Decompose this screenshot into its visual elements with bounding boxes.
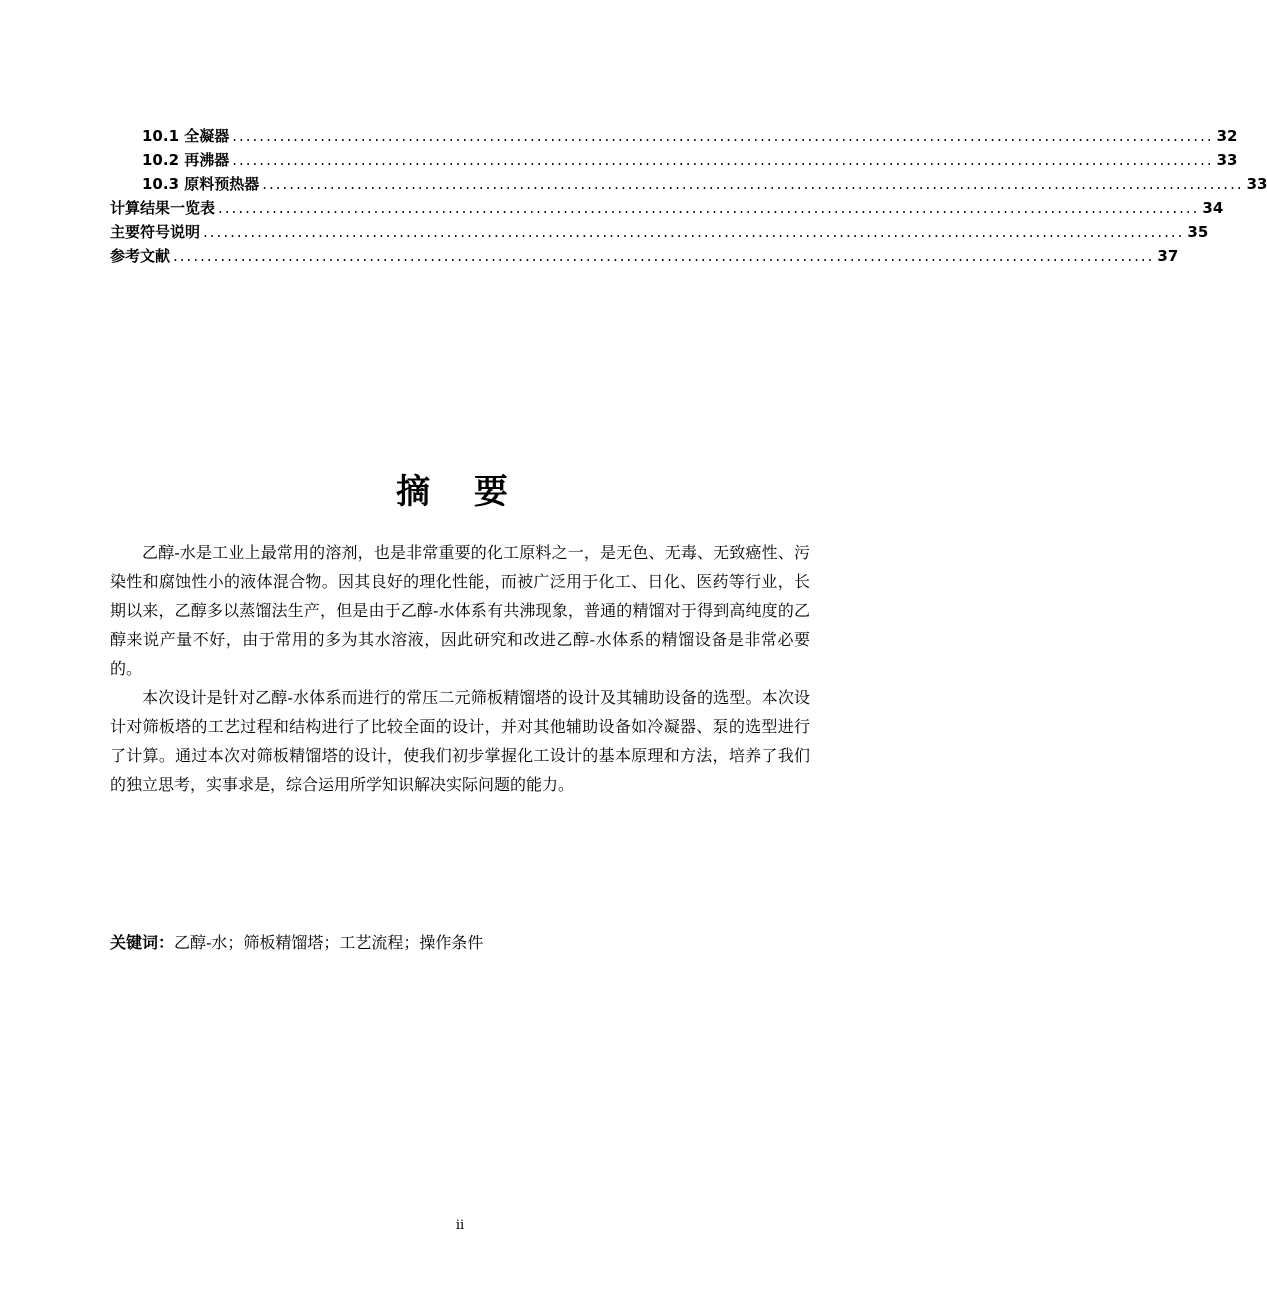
toc-entry-page: 34 — [1202, 199, 1224, 217]
table-of-contents — [110, 124, 1267, 268]
toc-leader-dots: ................................................................................................................................................. — [203, 223, 1185, 241]
abstract-paragraph: 本次设计是针对乙醇-水体系而进行的常压二元筛板精馏塔的设计及其辅助设备的选型。本次设计对筛板塔的工艺过程和结构进行了比较全面的设计，并对其他辅助设备如冷凝器、泵的选型进行了计算。通过本次对筛板精馏塔的设计，使我们初步掌握化工设计的基本原理和方法，培养了我们的独立思考，实事求是，综合运用所学知识解决实际问题的能力。 — [110, 688, 810, 794]
toc-entry-page: 32 — [1216, 127, 1238, 145]
keywords-text: 乙醇-水；筛板精馏塔；工艺流程；操作条件 — [174, 933, 484, 952]
toc-entry-label: 主要符号说明 — [110, 223, 201, 241]
toc-leader-dots: ................................................................................................................................................. — [232, 127, 1214, 145]
toc-entry-page: 33 — [1216, 151, 1238, 169]
toc-entry-page: 35 — [1187, 223, 1209, 241]
toc-entry[interactable] — [110, 220, 1209, 244]
toc-leader-dots: ................................................................................................................................................. — [218, 199, 1200, 217]
toc-entry-page: 37 — [1157, 247, 1179, 265]
toc-entry-page: 33 — [1246, 175, 1267, 193]
toc-entry[interactable] — [110, 172, 1267, 196]
toc-entry-label: 计算结果一览表 — [110, 199, 216, 217]
toc-leader-dots: ................................................................................................................................................. — [232, 151, 1214, 169]
page-number: ii — [455, 1218, 465, 1233]
toc-entry[interactable] — [110, 124, 1238, 148]
abstract-body — [110, 538, 810, 799]
toc-entry[interactable] — [110, 244, 1179, 268]
toc-entry[interactable] — [110, 196, 1224, 220]
toc-entry-label: 10.3 原料预热器 — [142, 175, 260, 193]
toc-entry-label: 参考文献 — [110, 247, 171, 265]
keywords-line — [110, 928, 810, 957]
toc-entry-label: 10.1 全凝器 — [142, 127, 230, 145]
toc-entry-label: 10.2 再沸器 — [142, 151, 230, 169]
abstract-paragraph: 乙醇-水是工业上最常用的溶剂，也是非常重要的化工原料之一，是无色、无毒、无致癌性、污染性和腐蚀性小的液体混合物。因其良好的理化性能，而被广泛用于化工、日化、医药等行业，长期以来，乙醇多以蒸馏法生产，但是由于乙醇-水体系有共沸现象，普通的精馏对于得到高纯度的乙醇来说产量不好，由于常用的多为其水溶液，因此研究和改进乙醇-水体系的精馏设备是非常必要的。 — [110, 543, 810, 678]
toc-leader-dots: ................................................................................................................................................. — [262, 175, 1244, 193]
toc-leader-dots: ................................................................................................................................................. — [173, 247, 1155, 265]
toc-entry[interactable] — [110, 148, 1238, 172]
abstract-title: 摘 要 — [396, 472, 524, 512]
keywords-label: 关键词： — [110, 933, 175, 952]
